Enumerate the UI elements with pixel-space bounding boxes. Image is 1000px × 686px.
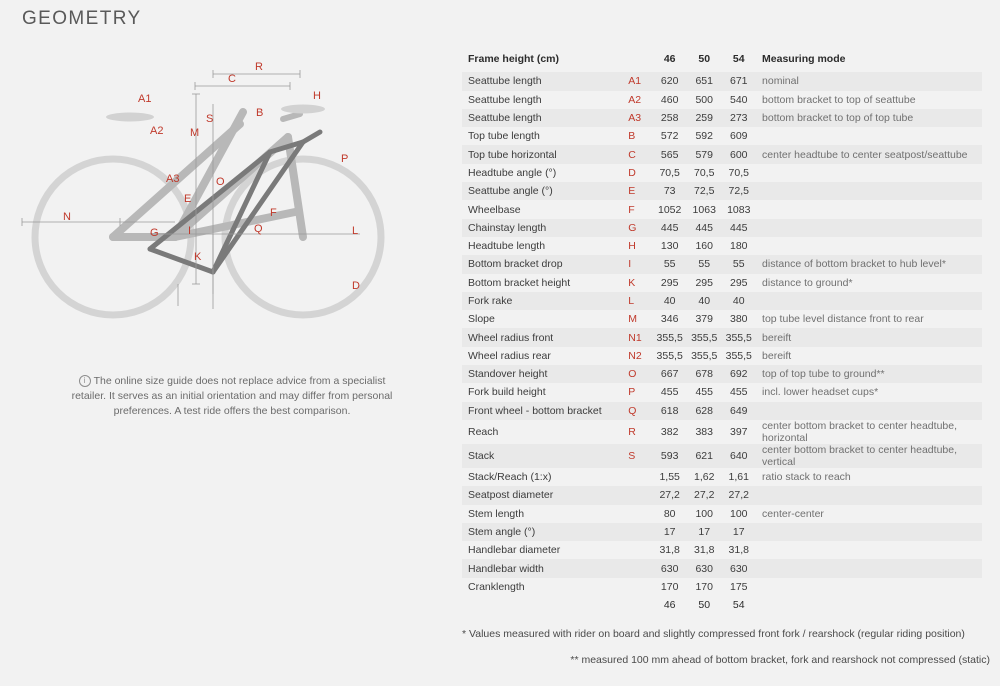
row-value-50: 100: [695, 507, 713, 520]
row-value-46: 170: [660, 580, 679, 593]
row-value-50: 455: [695, 386, 713, 399]
row-label: Bottom bracket height: [468, 276, 571, 289]
row-value-46: 445: [660, 221, 679, 234]
row-value-54: 609: [730, 130, 748, 143]
row-value-54: 649: [730, 404, 748, 417]
diagram-label-O: O: [216, 176, 225, 188]
row-value-54: 100: [730, 507, 748, 520]
diagram-label-Q: Q: [254, 223, 263, 235]
row-value-54: 640: [730, 449, 748, 462]
diagram-label-A3: A3: [166, 173, 180, 185]
row-desc: [756, 219, 982, 237]
row-value-46: 572: [660, 130, 679, 143]
table-row: [462, 127, 982, 145]
row-value-54: 380: [730, 313, 748, 326]
row-value-54: 17: [732, 525, 745, 538]
table-footer-row: [462, 596, 982, 614]
row-value-46: 620: [660, 75, 679, 88]
row-desc: [756, 237, 982, 255]
row-label: Stem angle (°): [468, 525, 536, 538]
table-row: [462, 145, 982, 163]
size-guide-note-text: The online size guide does not replace advice from a specialist retailer. It serves as an initial orientation and may differ from personal preferences. A test ride offers the best comparison.: [71, 375, 393, 417]
row-value-54: 630: [730, 562, 748, 575]
row-value-46: 382: [660, 425, 679, 438]
table-head: [462, 50, 982, 72]
row-desc: [756, 578, 982, 596]
table-row: [462, 328, 982, 346]
row-label: Bottom bracket drop: [468, 258, 563, 271]
row-value-54: 455: [730, 386, 748, 399]
diagram-label-H: H: [313, 90, 321, 102]
table-row: [462, 420, 982, 444]
row-value-54: 70,5: [728, 166, 749, 179]
table-foot: [462, 596, 982, 614]
row-code: [628, 468, 652, 486]
row-desc: top tube level distance front to rear: [762, 313, 924, 326]
row-value-50: 500: [695, 93, 713, 106]
table-row: [462, 219, 982, 237]
row-value-50: 383: [695, 425, 713, 438]
row-value-54: 445: [730, 221, 748, 234]
row-desc: [756, 127, 982, 145]
table-header-row: [462, 50, 982, 72]
row-label: Front wheel - bottom bracket: [468, 404, 602, 417]
row-value-46: 667: [660, 368, 679, 381]
row-code: K: [628, 276, 636, 289]
row-desc: incl. lower headset cups*: [762, 386, 879, 399]
row-value-54: 600: [730, 148, 748, 161]
row-value-54: 72,5: [728, 185, 749, 198]
row-value-54: 31,8: [728, 544, 749, 557]
row-value-46: 80: [663, 507, 676, 520]
row-value-54: 355,5: [725, 331, 752, 344]
page-title: GEOMETRY: [22, 8, 142, 29]
row-label: Wheel radius rear: [468, 349, 551, 362]
row-label: Fork build height: [468, 386, 546, 399]
row-value-46: 258: [660, 112, 679, 125]
row-code: [628, 541, 652, 559]
table-row: [462, 274, 982, 292]
table-row: [462, 164, 982, 182]
row-value-54: 355,5: [725, 349, 752, 362]
row-label: Handlebar width: [468, 562, 544, 575]
table-row: [462, 347, 982, 365]
diagram-label-A1: A1: [138, 93, 152, 105]
footnotes: [462, 628, 990, 680]
footer-code: [628, 596, 652, 614]
row-label: Seattube angle (°): [468, 185, 553, 198]
row-value-54: 692: [730, 368, 748, 381]
row-label: Seattube length: [468, 75, 542, 88]
row-value-50: 72,5: [694, 185, 715, 198]
row-code: N2: [628, 349, 642, 362]
row-value-50: 1,62: [694, 471, 715, 484]
diagram-label-I: I: [188, 225, 192, 237]
diagram-label-G: G: [150, 227, 159, 239]
row-value-54: 27,2: [728, 489, 749, 502]
diagram-label-R: R: [255, 61, 263, 73]
row-desc: center-center: [762, 507, 824, 520]
table-row: [462, 292, 982, 310]
row-code: D: [628, 166, 636, 179]
row-desc: [756, 559, 982, 577]
table-row: [462, 310, 982, 328]
table-row: [462, 578, 982, 596]
diagram-label-E: E: [184, 193, 192, 205]
row-desc: [756, 200, 982, 218]
row-value-50: 160: [695, 240, 713, 253]
diagram-label-P: P: [341, 153, 349, 165]
footer-size-50: 50: [698, 599, 711, 612]
row-value-54: 55: [732, 258, 745, 271]
table-row: [462, 523, 982, 541]
row-value-50: 445: [695, 221, 713, 234]
table-row: [462, 402, 982, 420]
row-value-50: 70,5: [694, 166, 715, 179]
row-desc: [756, 402, 982, 420]
row-value-50: 379: [695, 313, 713, 326]
row-value-46: 355,5: [656, 349, 683, 362]
table-row: [462, 486, 982, 504]
row-value-50: 355,5: [691, 331, 718, 344]
row-desc: distance of bottom bracket to hub level*: [762, 258, 946, 271]
row-code: B: [628, 130, 636, 143]
diagram-label-F: F: [270, 207, 277, 219]
header-frame-height: Frame height (cm): [468, 53, 560, 66]
row-desc: ratio stack to reach: [762, 471, 851, 484]
row-value-46: 565: [660, 148, 679, 161]
row-code: [628, 523, 652, 541]
table-row: [462, 365, 982, 383]
table-row: [462, 109, 982, 127]
row-value-54: 295: [730, 276, 748, 289]
row-desc: bottom bracket to top of top tube: [762, 112, 914, 125]
table-row: [462, 383, 982, 401]
row-desc: bottom bracket to top of seattube: [762, 93, 916, 106]
row-value-54: 40: [732, 295, 745, 307]
row-desc: [756, 292, 982, 310]
footnote-one: * Values measured with rider on board and slightly compressed front fork / rearshock (regular riding position): [462, 628, 965, 640]
diagram-label-D: D: [352, 280, 360, 292]
table-row: [462, 255, 982, 273]
row-label: Seattube length: [468, 93, 542, 106]
row-value-46: 31,8: [659, 544, 680, 557]
header-size-50: 50: [698, 53, 711, 66]
row-code: G: [628, 221, 637, 234]
row-desc: center headtube to center seatpost/seattube: [762, 148, 968, 161]
row-label: Cranklength: [468, 580, 525, 593]
geometry-diagram: [0, 44, 452, 464]
row-value-50: 55: [698, 258, 711, 271]
row-value-50: 651: [695, 75, 713, 88]
row-value-50: 630: [695, 562, 713, 575]
table-row: [462, 237, 982, 255]
row-value-50: 259: [695, 112, 713, 125]
table-row: [462, 541, 982, 559]
row-code: S: [628, 449, 636, 462]
row-code: A1: [628, 75, 642, 88]
row-value-54: 175: [730, 580, 748, 593]
row-value-46: 355,5: [656, 331, 683, 344]
table-row: [462, 200, 982, 218]
row-value-46: 17: [663, 525, 676, 538]
row-value-50: 27,2: [694, 489, 715, 502]
row-value-50: 621: [695, 449, 713, 462]
row-label: Wheelbase: [468, 203, 521, 216]
diagram-label-L: L: [352, 225, 359, 237]
row-desc: [756, 541, 982, 559]
row-value-50: 17: [698, 525, 711, 538]
row-value-46: 55: [663, 258, 676, 271]
row-code: M: [628, 313, 638, 326]
row-value-50: 678: [695, 368, 713, 381]
row-code: I: [628, 258, 632, 271]
row-code: H: [628, 240, 636, 253]
diagram-label-M: M: [190, 127, 200, 139]
diagram-label-B: B: [256, 107, 264, 119]
row-value-46: 593: [660, 449, 679, 462]
row-value-46: 630: [660, 562, 679, 575]
row-label: Top tube horizontal: [468, 148, 557, 161]
row-value-46: 618: [660, 404, 679, 417]
row-code: E: [628, 185, 636, 198]
row-desc: center bottom bracket to center headtube, horizontal: [762, 419, 957, 444]
row-value-50: 31,8: [694, 544, 715, 557]
footer-blank-desc: [756, 596, 982, 614]
row-value-46: 455: [660, 386, 679, 399]
footer-blank: [462, 596, 628, 614]
row-value-50: 592: [695, 130, 713, 143]
info-icon: i: [79, 375, 91, 387]
row-desc: bereift: [762, 349, 792, 362]
row-label: Stack: [468, 449, 495, 462]
row-desc: bereift: [762, 331, 792, 344]
row-code: P: [628, 386, 636, 399]
table-row: [462, 72, 982, 90]
row-value-50: 579: [695, 148, 713, 161]
row-label: Headtube angle (°): [468, 166, 557, 179]
row-label: Headtube length: [468, 240, 546, 253]
table-row: [462, 444, 982, 468]
row-value-50: 40: [698, 295, 711, 307]
row-desc: [756, 486, 982, 504]
row-value-54: 540: [730, 93, 748, 106]
row-label: Wheel radius front: [468, 331, 554, 344]
row-value-54: 180: [730, 240, 748, 253]
row-value-46: 1,55: [659, 471, 680, 484]
row-desc: nominal: [762, 75, 799, 88]
row-label: Top tube length: [468, 130, 540, 143]
footnote-two: ** measured 100 mm ahead of bottom bracket, fork and rearshock not compressed (static): [570, 654, 990, 666]
row-value-54: 671: [730, 75, 748, 88]
row-code: F: [628, 203, 635, 216]
row-value-46: 40: [663, 295, 676, 307]
row-value-46: 295: [660, 276, 679, 289]
row-code: [628, 559, 652, 577]
row-value-54: 273: [730, 112, 748, 125]
header-measuring-mode: Measuring mode: [762, 53, 846, 66]
row-value-46: 73: [663, 185, 676, 198]
diagram-label-K: K: [194, 251, 202, 263]
row-value-50: 628: [695, 404, 713, 417]
header-size-46: 46: [663, 53, 676, 66]
row-code: [628, 505, 652, 523]
row-value-54: 397: [730, 425, 748, 438]
row-value-46: 346: [660, 313, 679, 326]
row-value-50: 295: [695, 276, 713, 289]
header-code: [628, 50, 652, 72]
table-row: [462, 182, 982, 200]
row-code: [628, 486, 652, 504]
row-desc: [756, 523, 982, 541]
table-row: [462, 91, 982, 109]
row-value-46: 460: [660, 93, 679, 106]
row-label: Seatpost diameter: [468, 489, 554, 502]
row-code: N1: [628, 331, 642, 344]
row-value-50: 1063: [692, 203, 716, 216]
geometry-table: [462, 50, 982, 614]
row-value-46: 27,2: [659, 489, 680, 502]
diagram-label-C: C: [228, 73, 236, 85]
row-desc: [756, 182, 982, 200]
row-desc: [756, 164, 982, 182]
row-code: O: [628, 368, 637, 381]
row-value-50: 355,5: [691, 349, 718, 362]
row-label: Handlebar diameter: [468, 544, 561, 557]
row-value-46: 1052: [658, 203, 682, 216]
row-label: Standover height: [468, 368, 548, 381]
bike-geometry-svg: [0, 44, 452, 344]
row-value-54: 1,61: [728, 471, 749, 484]
row-label: Fork rake: [468, 295, 513, 307]
row-value-46: 130: [660, 240, 679, 253]
row-desc: distance to ground*: [762, 276, 853, 289]
row-desc: top of top tube to ground**: [762, 368, 885, 381]
footer-size-54: 54: [732, 599, 745, 612]
row-code: L: [628, 295, 635, 307]
row-label: Seattube length: [468, 112, 542, 125]
row-label: Stack/Reach (1:x): [468, 471, 552, 484]
diagram-label-S: S: [206, 113, 214, 125]
table-body: [462, 72, 982, 596]
geometry-table-wrap: [462, 50, 982, 614]
table-row: [462, 559, 982, 577]
size-guide-note: [62, 374, 402, 419]
row-value-54: 1083: [727, 203, 751, 216]
row-code: R: [628, 425, 636, 438]
row-value-46: 70,5: [659, 166, 680, 179]
row-code: A3: [628, 112, 642, 125]
table-row: [462, 468, 982, 486]
table-row: [462, 505, 982, 523]
row-code: C: [628, 148, 636, 161]
footer-size-46: 46: [663, 599, 676, 612]
row-code: Q: [628, 404, 637, 417]
diagram-label-N: N: [63, 211, 71, 223]
diagram-label-A2: A2: [150, 125, 164, 137]
row-label: Stem length: [468, 507, 525, 520]
row-code: A2: [628, 93, 642, 106]
header-size-54: 54: [732, 53, 745, 66]
row-code: [628, 578, 652, 596]
row-label: Reach: [468, 425, 499, 438]
row-label: Chainstay length: [468, 221, 547, 234]
row-value-50: 170: [695, 580, 713, 593]
row-desc: center bottom bracket to center headtube, vertical: [762, 443, 957, 468]
row-label: Slope: [468, 313, 495, 326]
